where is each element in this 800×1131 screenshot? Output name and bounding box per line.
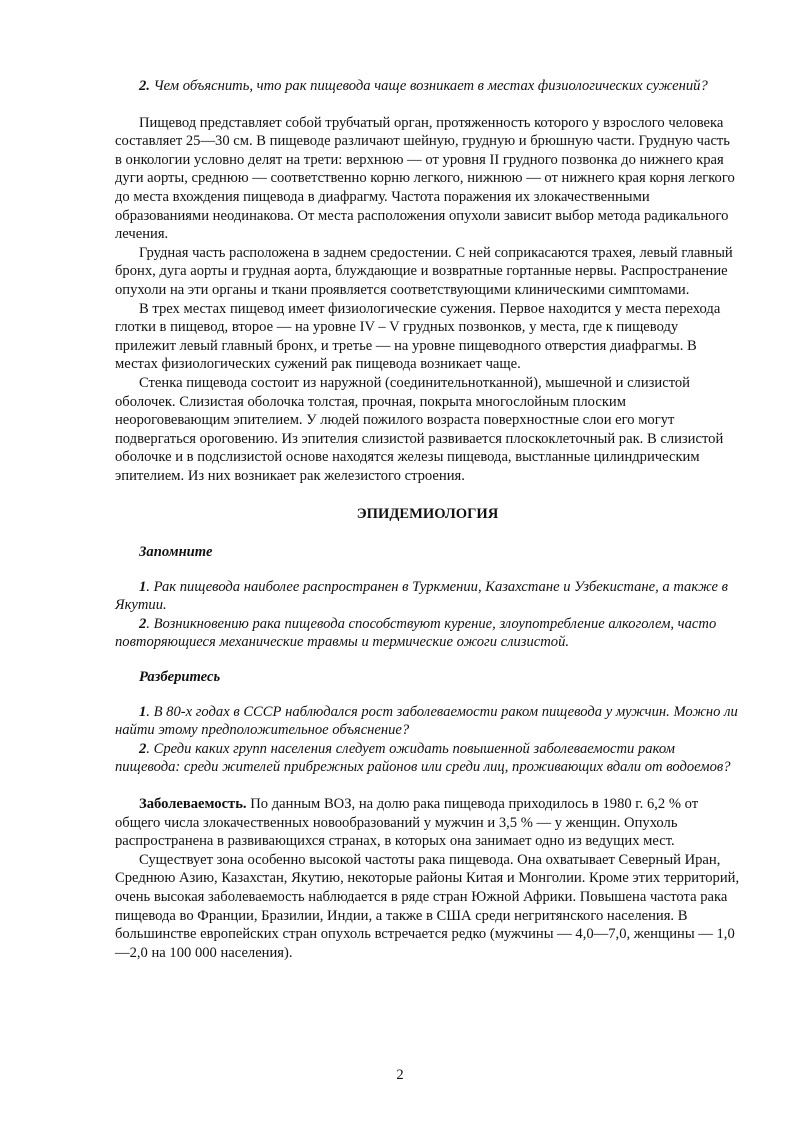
figure-out-item-2: [115, 740, 740, 777]
remember-item-num: 2: [139, 615, 147, 632]
paragraph-constrictions: В трех местах пищевод имеет физиологические сужения. Первое находится у места перехода глотки в пищевод, второе — на уровне IV – V грудных позвонков, у места, где к пищеводу прилежит левый главный бронх, и третье — на уровне пищеводного отверстия диафрагмы. В местах физиологических сужений рак пищевода возникает чаще.: [115, 300, 721, 373]
remember-item-text: . Рак пищевода наиболее распространен в Туркмении, Казахстане и Узбекистане, а также в Якутии.: [115, 578, 729, 614]
section-heading: ЭПИДЕМИОЛОГИЯ: [356, 506, 499, 523]
paragraph-wall-layers: Стенка пищевода состоит из наружной (соединительнотканной), мышечной и слизистой оболочек. Слизистая оболочка толстая, прочная, покрыта многослойным плоским неороговевающим эпителием. У людей пожилого возраста поверхностные слои его могут подвергаться ороговению. Из эпителия слизистой развивается плоскоклеточный рак. В слизистой оболочке и в подслизистой основе находятся железы пищевода, выстланные цилиндрическим эпителием. Из них возникает рак железистого строения.: [115, 374, 724, 484]
paragraph-incidence: [115, 795, 740, 851]
remember-item-num: 1: [139, 578, 147, 595]
figure-out-item-1: [115, 703, 740, 740]
paragraph-thoracic-part: Грудная часть расположена в заднем средостении. С ней соприкасаются трахея, левый главный бронх, дуга аорты и грудная аорта, блуждающие и возвратные гортанные нервы. Распространение опухоли на эти органы и ткани проявляется соответствующими клиническими симптомами.: [115, 244, 733, 298]
question-number: 2.: [139, 78, 150, 94]
paragraph-high-incidence-zone: Существует зона особенно высокой частоты рака пищевода. Она охватывает Северный Иран, Среднюю Азию, Казахстан, Якутию, некоторые районы Китая и Монголии. Кроме этих территорий, очень высокая заболеваемость наблюдается в ряде стран Южной Африки. Повышена частота рака пищевода во Франции, Бразилии, Индии, а также в США среди негритянского населения. В большинстве европейских стран опухоль встречается редко (мужчины — 4,0—7,0, женщины — 1,0—2,0 на 100 000 населения).: [115, 851, 740, 961]
figure-out-item-text: . Среди каких групп населения следует ожидать повышенной заболеваемости раком пищевода: среди жителей прибрежных районов или среди лиц, проживающих вдали от водоемов?: [115, 740, 731, 776]
figure-out-item-num: 2: [139, 740, 147, 757]
figure-out-title: Разберитесь: [139, 669, 221, 686]
question-2: [115, 77, 740, 96]
question-text: Чем объяснить, что рак пищевода чаще возникает в местах физиологических сужений?: [149, 78, 708, 94]
remember-title: Запомните: [139, 544, 213, 561]
document-page: [115, 77, 740, 962]
figure-out-item-text: . В 80-х годах в СССР наблюдался рост заболеваемости раком пищевода у мужчин. Можно ли найти этому предположительное объяснение?: [115, 703, 738, 739]
page-number: 2: [396, 1067, 404, 1083]
figure-out-item-num: 1: [139, 703, 147, 720]
incidence-text: По данным ВОЗ, на долю рака пищевода приходилось в 1980 г. 6,2 % от общего числа злокачественных новообразований у мужчин и 3,5 % — у женщин. Опухоль распространена в развивающихся странах, в которых она занимает одно из ведущих мест.: [115, 796, 699, 850]
incidence-lead: Заболеваемость.: [139, 796, 247, 812]
paragraph-esophagus-structure: Пищевод представляет собой трубчатый орган, протяженность которого у взрослого человека составляет 25—30 см. В пищеводе различают шейную, грудную и брюшную части. Грудную часть в онкологии условно делят на трети: верхнюю — от уровня II грудного позвонка до нижнего края дуги аорты, среднюю — соответственно корню легкого, нижнюю — от нижнего края корня легкого до места вхождения пищевода в диафрагму. Частота поражения их злокачественными образованиями неодинакова. От места расположения опухоли зависит выбор метода радикального лечения.: [115, 114, 735, 243]
remember-item-2: [115, 615, 740, 652]
remember-item-text: . Возникновению рака пищевода способствуют курение, злоупотребление алкоголем, часто повторяющиеся механические травмы и термические ожоги слизистой.: [115, 615, 717, 651]
remember-item-1: [115, 578, 740, 615]
